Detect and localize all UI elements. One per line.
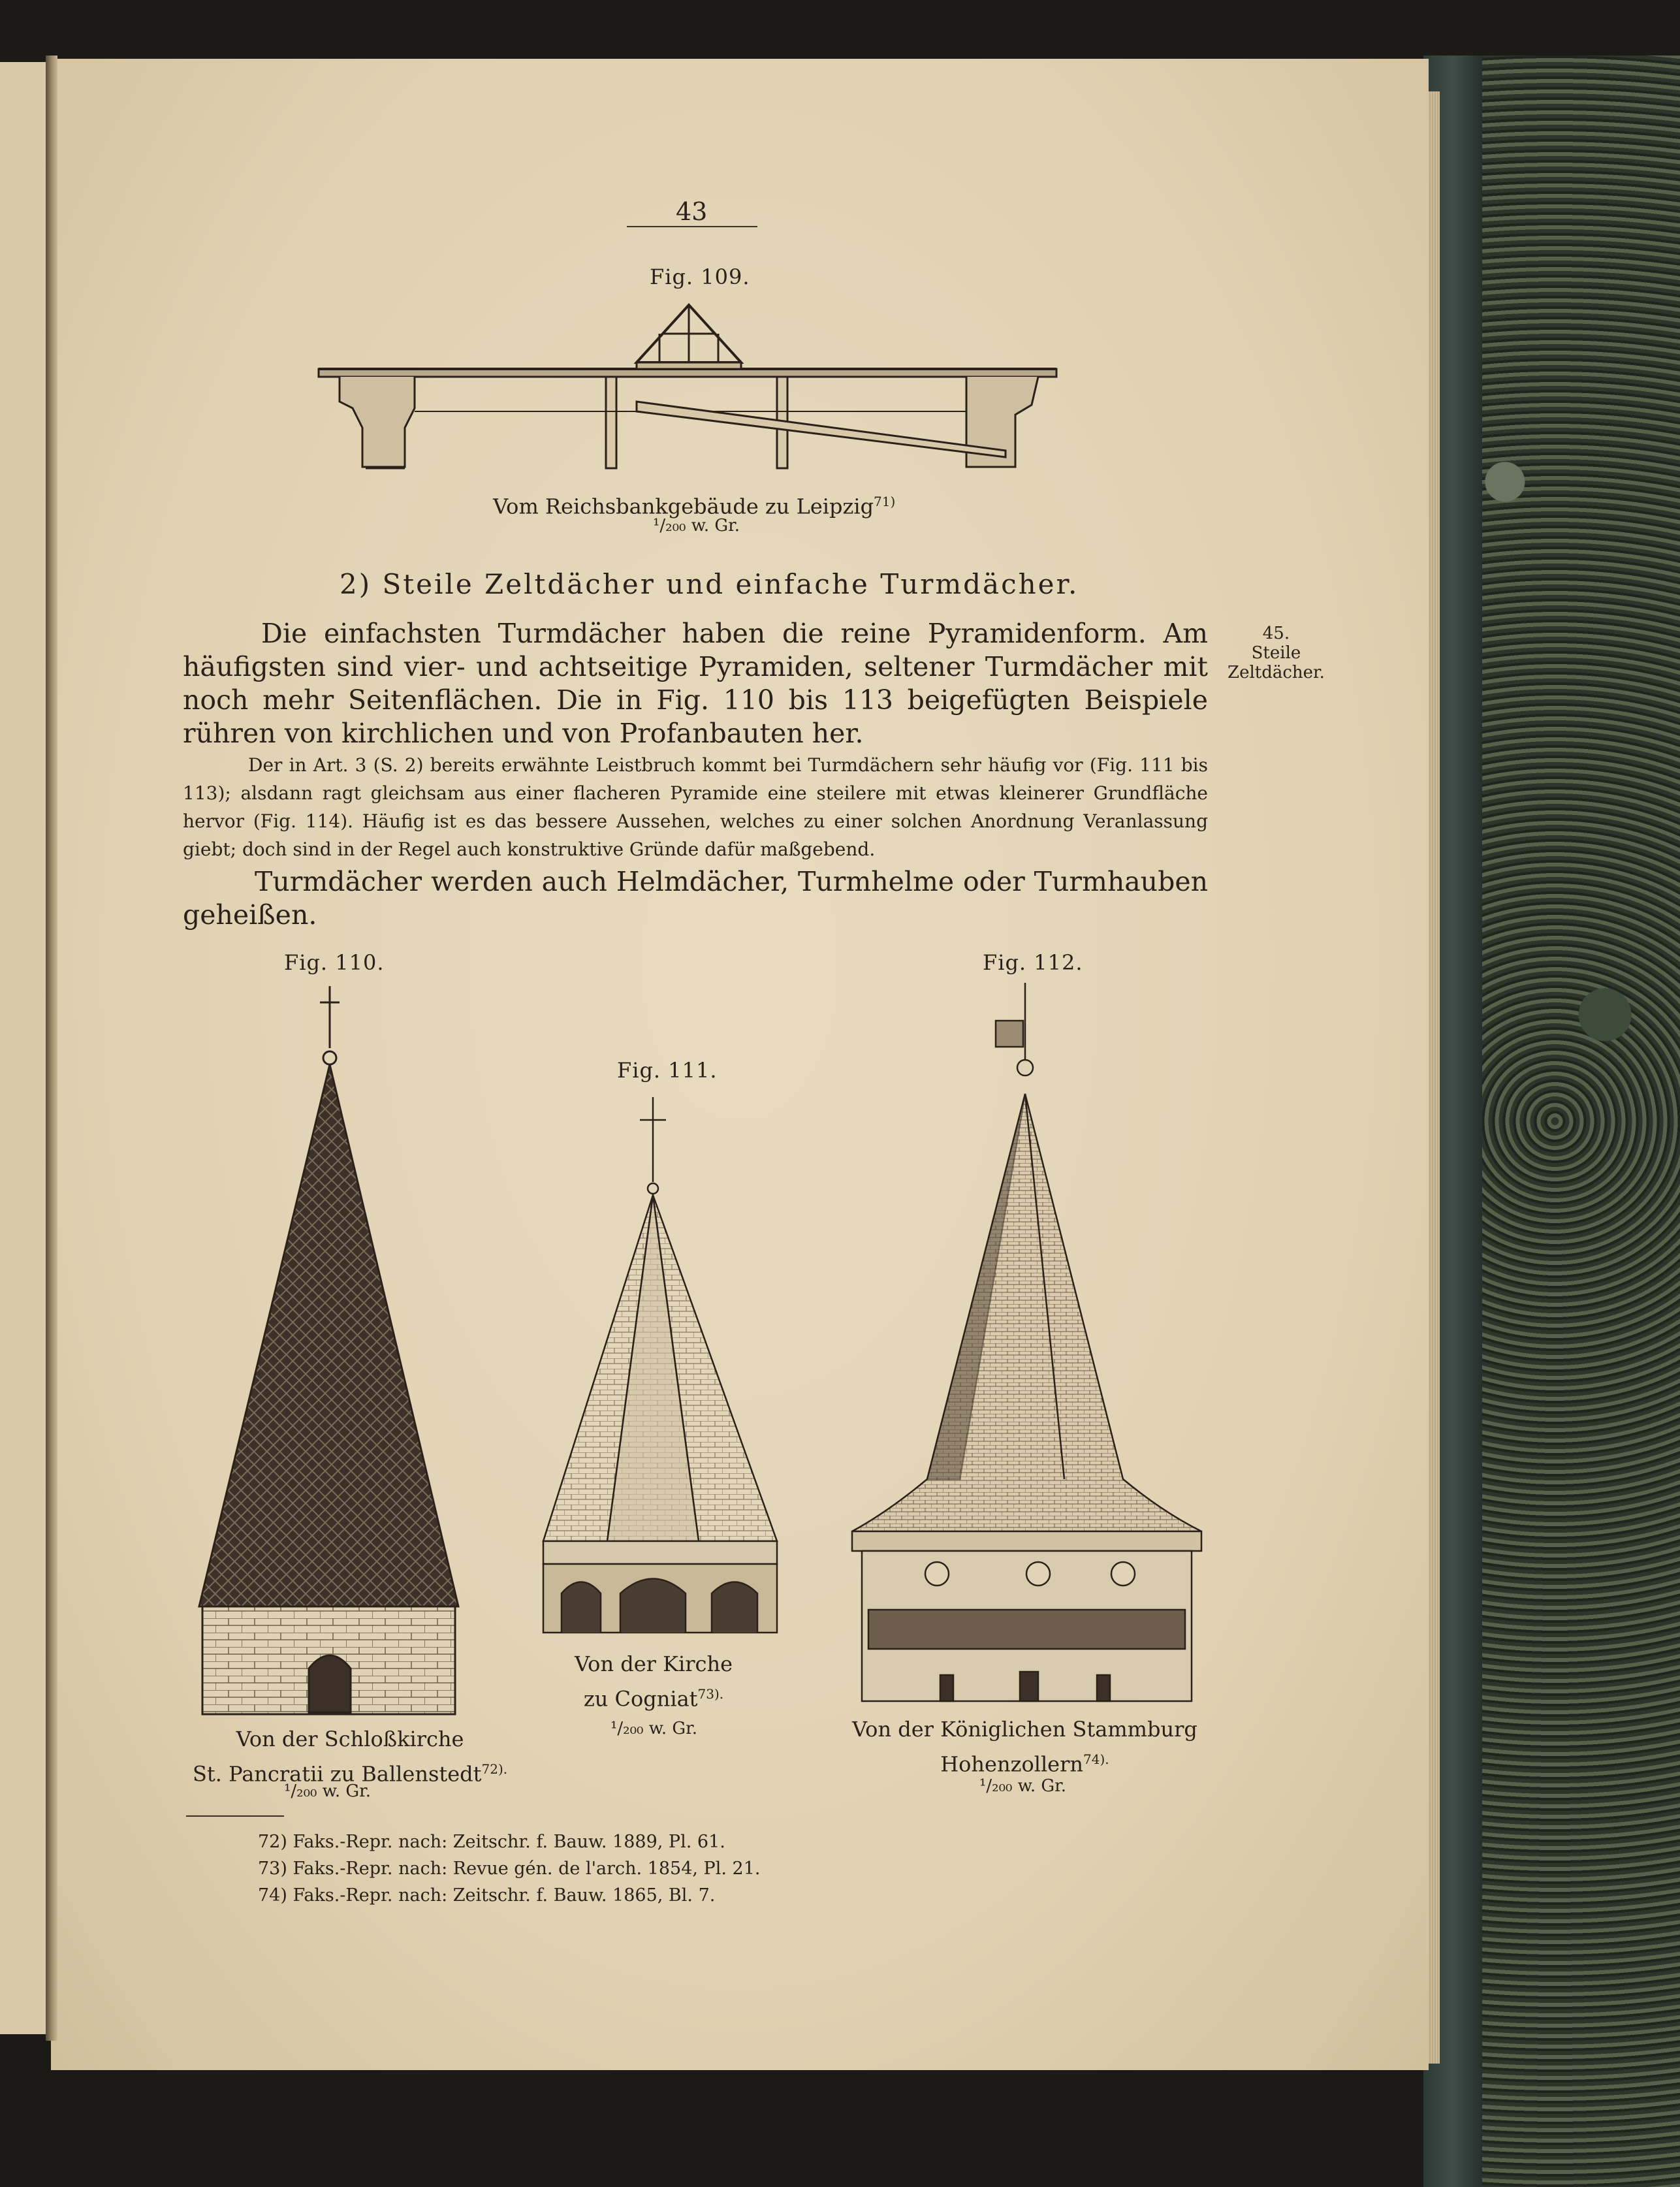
fig109-label: Fig. 109. [650, 264, 750, 289]
gutter [46, 56, 57, 2041]
fig112-scale: ¹/₂₀₀ w. Gr. [979, 1776, 1067, 1796]
footnote-73: 73) Faks.-Repr. nach: Revue gén. de l'arch. 1854, Pl. 21. [258, 1859, 761, 1879]
footnote-rule [186, 1815, 284, 1817]
fig110-label: Fig. 110. [284, 950, 385, 975]
footnotes [258, 1828, 760, 1909]
page-number-rule [627, 226, 757, 227]
left-page-edge [0, 62, 52, 2034]
fig112-tower-drawing [849, 983, 1205, 1708]
paragraph-2: Turmdächer werden auch Helmdächer, Turmhelme oder Turmhauben geheißen. [183, 866, 1208, 931]
fig110-spire-drawing [189, 986, 470, 1721]
section-heading: 2) Steile Zeltdächer und einfache Turmdächer. [340, 568, 1079, 600]
fig110-scale: ¹/₂₀₀ w. Gr. [284, 1781, 372, 1801]
fig111-label: Fig. 111. [617, 1058, 718, 1083]
footnote-74: 74) Faks.-Repr. nach: Zeitschr. f. Bauw. 1865, Bl. 7. [258, 1885, 716, 1906]
fig109-caption: Vom Reichsbankgebäude zu Leipzig$^{71)}$ [493, 494, 896, 519]
fig110-caption: Von der Schloßkirche St. Pancratii zu Ballenstedt$^{72).}$ [193, 1727, 508, 1787]
footnote-72: 72) Faks.-Repr. nach: Zeitschr. f. Bauw. 1889, Pl. 61. [258, 1832, 725, 1852]
fig111-scale: ¹/₂₀₀ w. Gr. [610, 1719, 698, 1738]
fig109-scale: ¹/₂₀₀ w. Gr. [653, 516, 740, 535]
fig111-caption: Von der Kirche zu Cogniat$^{73).}$ [575, 1652, 733, 1712]
small-print-paragraph: Der in Art. 3 (S. 2) bereits erwähnte Leistbruch kommt bei Turmdächern sehr häufig vor (Fig. 111 bis 113); alsdann ragt gleichsam aus einer flacheren Pyramide eine steilere mit etwas kleinerer Grundfläche hervor (Fig. 114). Häufig ist es das bessere Aussehen, welches zu einer solchen Anordnung Veranlassung giebt; doch sind in der Regel auch konstruktive Gründe dafür maßgebend. [183, 754, 1208, 860]
page-number: 43 [676, 197, 708, 226]
fig112-label: Fig. 112. [983, 950, 1083, 975]
fig111-spire-drawing [535, 1097, 784, 1639]
margin-note: 45. Steile Zeltdächer. [1228, 624, 1325, 682]
paragraph-1: Die einfachsten Turmdächer haben die reine Pyramidenform. Am häufigsten sind vier- und achtseitige Pyramiden, seltener Turmdächer mit noch mehr Seitenflächen. Die in Fig. 110 bis 113 beigefügten Beispiele rühren von kirchlichen und von Profanbauten her. [183, 618, 1208, 749]
fig109-roof-section [313, 297, 1064, 483]
fig112-caption: Von der Königlichen Stammburg Hohenzollern$^{74).}$ [852, 1717, 1197, 1777]
